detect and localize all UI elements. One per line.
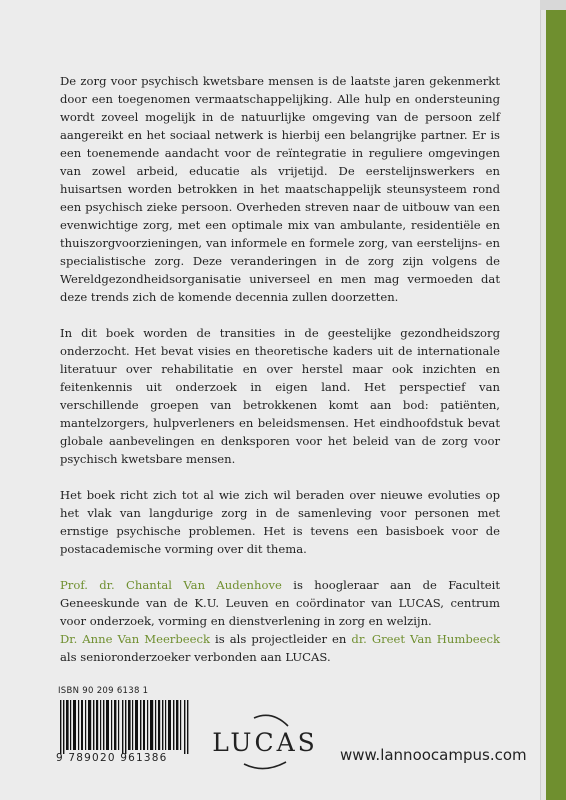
spine-top-edge xyxy=(540,0,566,10)
author-2-name: Dr. Anne Van Meerbeeck xyxy=(60,632,211,646)
author-1-name: Prof. dr. Chantal Van Audenhove xyxy=(60,578,282,592)
author-1-text: is hoogleraar aan de Faculteit Geneeskunde van de K.U. Leuven en coördinator van LUCAS, centrum voor onderzoek, vorming en dienstverlening in zorg en welzijn. xyxy=(60,578,500,628)
author-2-text: is als projectleider en xyxy=(210,632,352,646)
paragraph-1: De zorg voor psychisch kwetsbare mensen is de laatste jaren gekenmerkt door een toegenomen vermaatschappelijking. Alle hulp en ondersteuning wordt zoveel mogelijk in de natuurlijke omgeving van de persoon zelf aangereikt en het sociaal netwerk is hierbij een belangrijke partner. Er is een toenemende aandacht voor de reïntegratie in reguliere omgevingen van zowel arbeid, educatie als vrijetijd. De eerstelijnswerkers en huisartsen worden betrokken in het maatschappelijk steunsysteem rond een psychisch zieke persoon. Overheden streven naar de uitbouw van een evenwichtige zorg, met een optimale mix van ambulante, residentiële en thuiszorgvoorzieningen, van informele en formele zorg, van eerstelijns- en specialistische zorg. Deze veranderingen in de zorg zijn volgens de Wereldgezondheidsorganisatie universeel en men mag vermoeden dat deze trends zich de komende decennia zullen doorzetten. xyxy=(60,74,500,304)
barcode-digits: 9 789020 961386 xyxy=(56,752,168,764)
lucas-logo xyxy=(210,712,320,772)
author-3-text: als senioronderzoeker verbonden aan LUCAS. xyxy=(60,650,331,664)
author-1-bio xyxy=(60,576,500,630)
paragraph-3: Het boek richt zich tot al wie zich wil beraden over nieuwe evoluties op het vlak van langdurige zorg in de samenleving voor personen met ernstige psychische problemen. Het is tevens een basisboek voor de postacademische vorming over dit thema. xyxy=(60,488,500,556)
author-3-name: dr. Greet Van Humbeeck xyxy=(351,632,500,646)
barcode-image xyxy=(60,700,192,754)
isbn: ISBN 90 209 6138 1 xyxy=(58,686,149,696)
author-2-3-bio xyxy=(60,630,500,666)
author-info xyxy=(60,576,500,666)
blurb xyxy=(60,72,500,666)
website-url: www.lannoocampus.com xyxy=(340,746,527,764)
paragraph-2: In dit boek worden de transities in de geestelijke gezondheidszorg onderzocht. Het bevat visies en theoretische kaders uit de internationale literatuur over rehabilitatie en over herstel maar ook inzichten en feitenkennis uit onderzoek in eigen land. Het perspectief van verschillende groepen van betrokkenen komt aan bod: patiënten, mantelzorgers, hulpverleners en beleidsmensen. Het eindhoofdstuk bevat globale aanbevelingen en denksporen voor het beleid van de zorg voor psychisch kwetsbare mensen. xyxy=(60,326,500,466)
spine-edge xyxy=(546,10,566,800)
logo-text: LUCAS xyxy=(212,728,318,757)
